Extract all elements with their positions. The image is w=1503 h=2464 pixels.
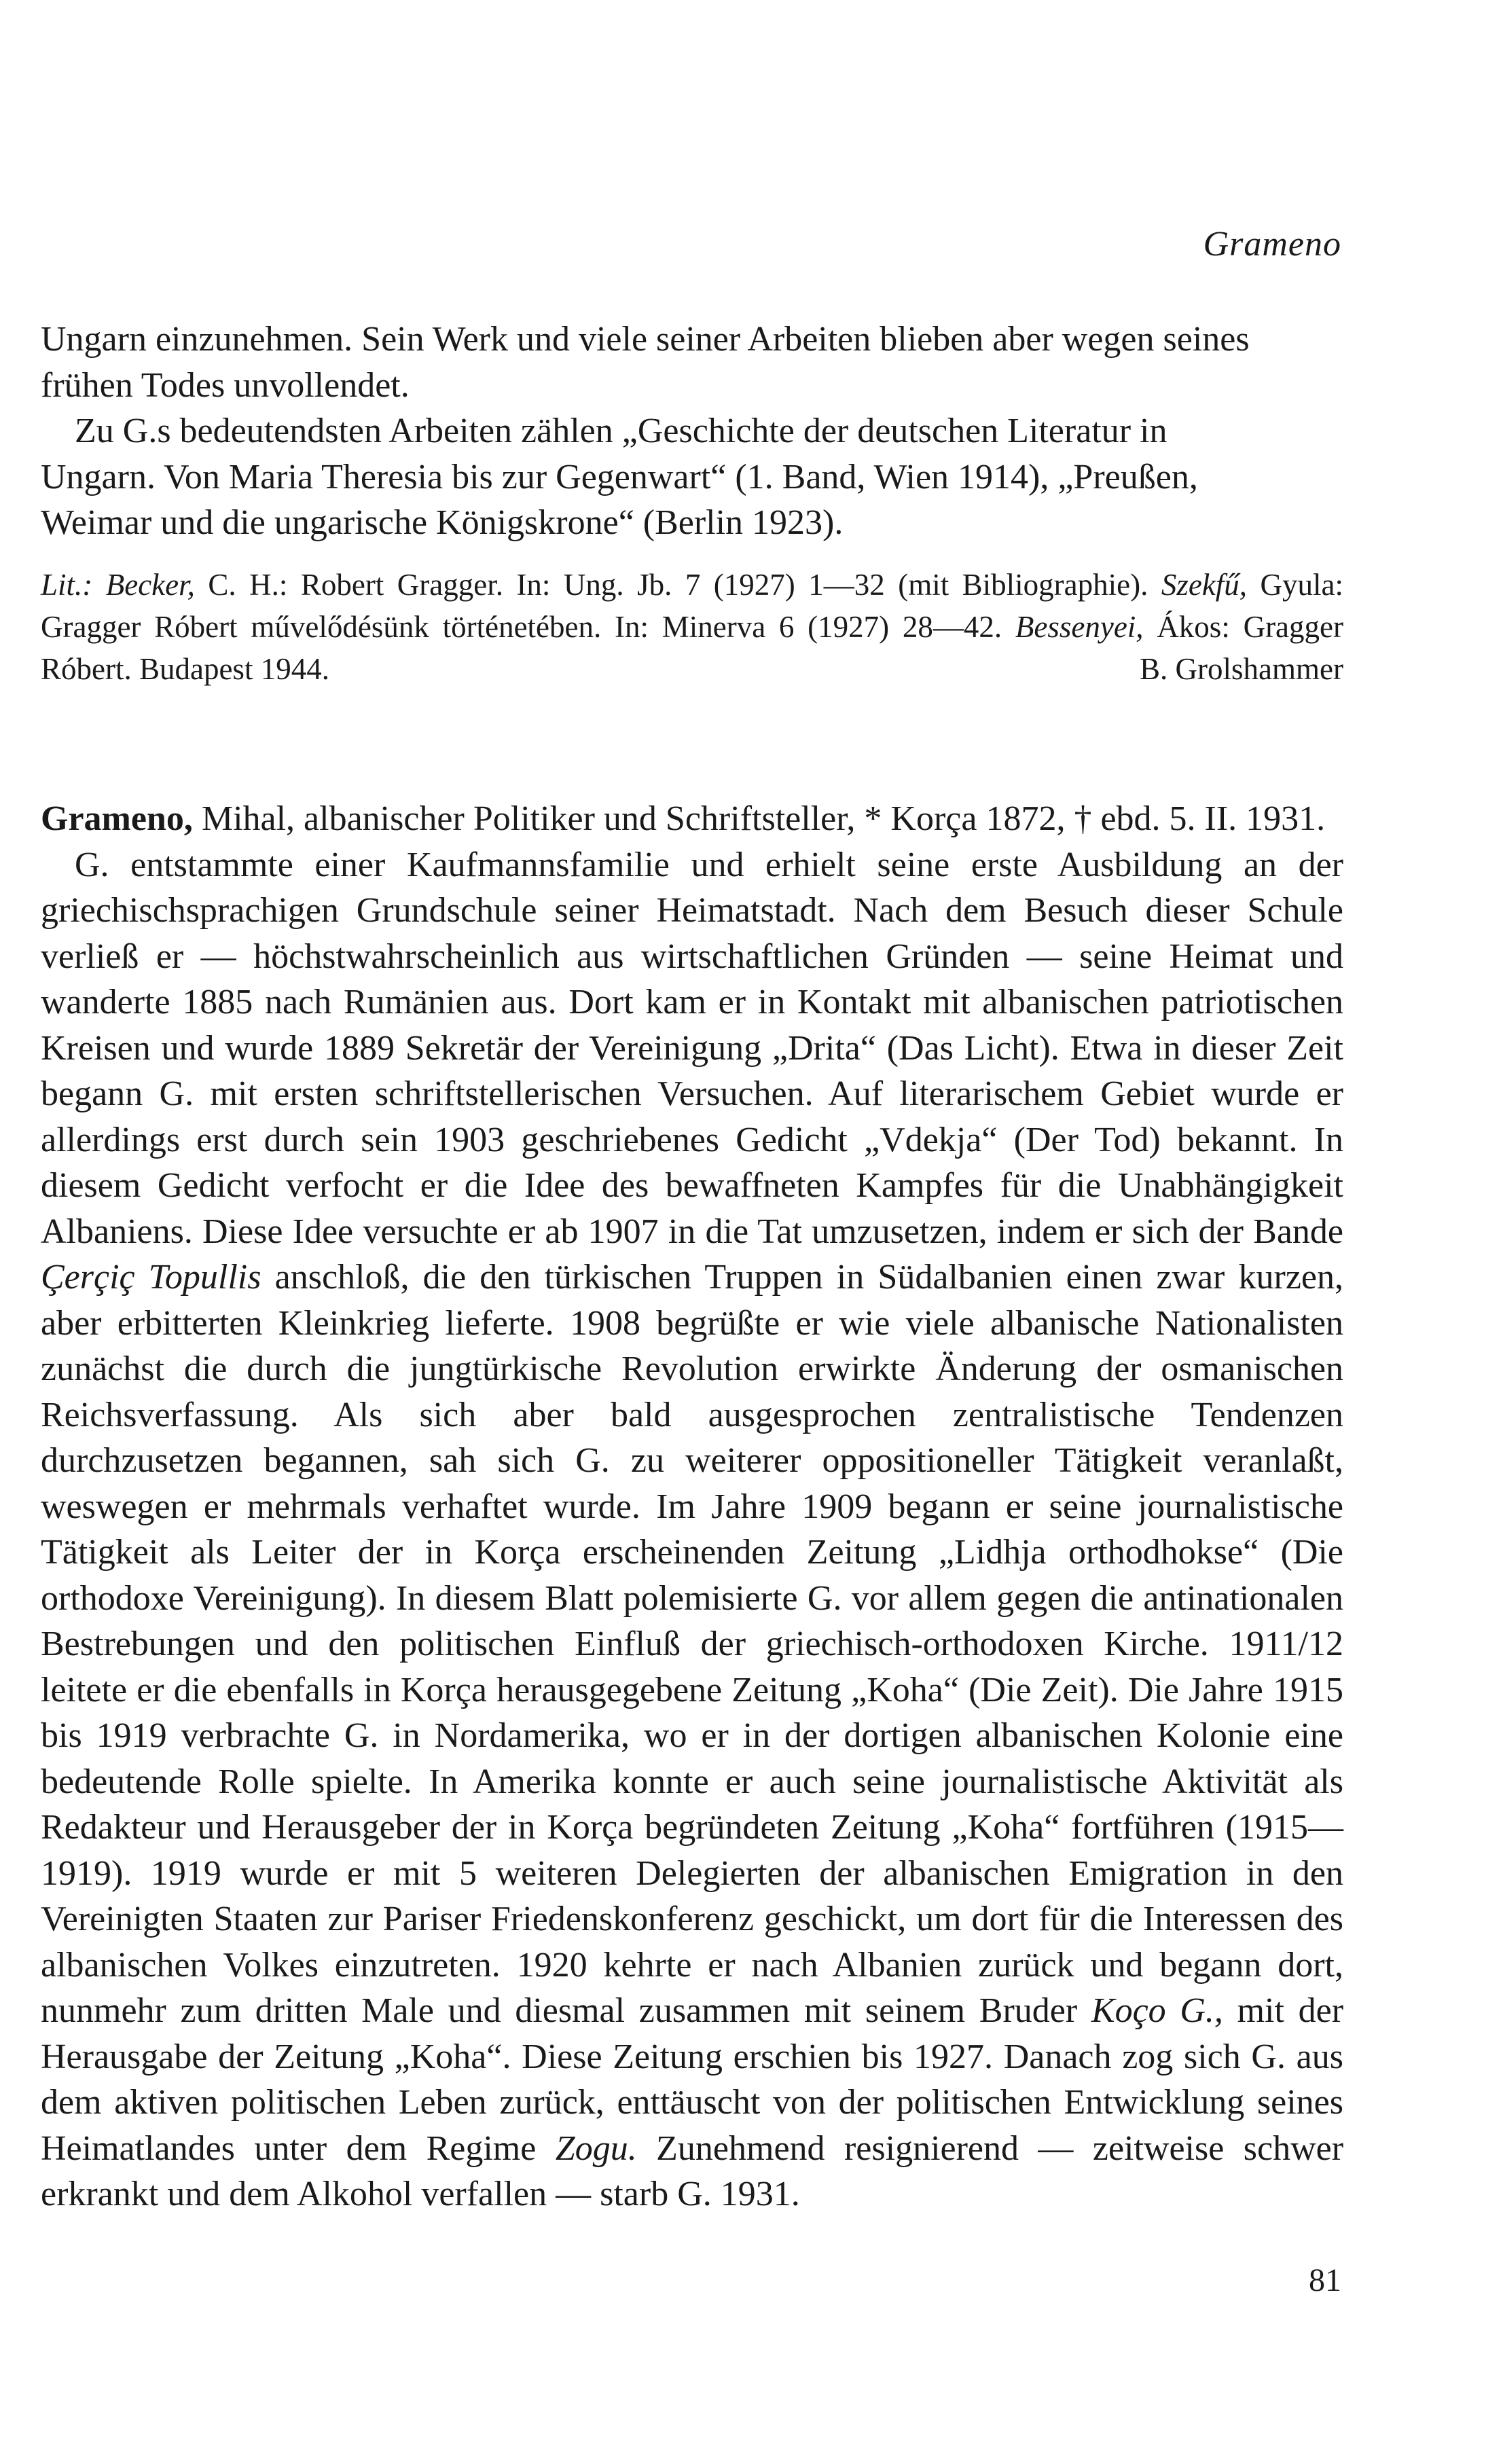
running-head: Grameno bbox=[1203, 225, 1341, 264]
lit-author: Bessenyei, bbox=[1015, 610, 1144, 644]
text-line: Ungarn. Von Maria Theresia bis zur Gegenwart“ (1. Band, Wien 1914), „Preußen, bbox=[41, 457, 1198, 496]
entry-body bbox=[41, 842, 1343, 2217]
page-number: 81 bbox=[1309, 2262, 1341, 2298]
lit-text: Gyula: Gragger Róbert művelődésünk történetében. In: Minerva 6 (1927) 28—42. bbox=[41, 568, 1343, 644]
author-signature: B. Grolshammer bbox=[1140, 652, 1343, 686]
body-text: anschloß, die den türkischen Truppen in Südalbanien einen zwar kurzen, aber erbitterten Kleinkrieg lieferte. 1908 begrüßte er wie viele albanische Nationalisten zunächst die durch die jungtürkische Revolution erwirkte Änderung der osmanischen Reichsverfassung. Als sich aber bald ausgesprochen zentralistische Tendenzen durchzusetzen begannen, sah sich G. zu weiterer oppositioneller Tätigkeit veranlaßt, weswegen er mehrmals verhaftet wurde. Im Jahre 1909 begann er seine journalistische Tätigkeit als Leiter der in Korça erscheinenden Zeitung „Lidhja orthodhokse“ (Die orthodoxe Vereinigung). In diesem Blatt polemisierte G. vor allem gegen die antinationalen Bestrebungen und den politischen Einfluß der griechisch-orthodoxen Kirche. 1911/12 leitete er die ebenfalls in Korça herausgegebene Zeitung „Koha“ (Die Zeit). Die Jahre 1915 bis 1919 verbrachte G. in Nordamerika, wo er in der dortigen albanischen Kolonie eine bedeutende Rolle spielte. In Amerika konnte er auch seine journalistische Aktivität als Redakteur und Herausgeber der in Korça begründeten Zeitung „Koha“ fortführen (1915—1919). 1919 wurde er mit 5 weiteren Delegierten der albanischen Emigration in den Vereinigten Staaten zur Pariser Friedenskonferenz geschickt, um dort für die Interessen des albanischen Volkes einzutreten. 1920 kehrte er nach Albanien zurück und begann dort, nunmehr zum dritten Male und diesmal zusammen mit seinem Bruder bbox=[41, 1258, 1343, 2030]
lit-text: Ákos: Gragger Róbert. Budapest 1944. bbox=[41, 610, 1343, 686]
entry-heading bbox=[41, 796, 1343, 842]
lit-author: Becker, bbox=[105, 568, 195, 602]
text-line: Weimar und die ungarische Königskrone“ (Berlin 1923). bbox=[41, 503, 844, 542]
lit-text: C. H.: Robert Gragger. In: Ung. Jb. 7 (1927) 1—32 (mit Bibliographie). bbox=[208, 568, 1148, 602]
entry-headword: Grameno, bbox=[41, 799, 193, 838]
previous-entry-text bbox=[41, 316, 1343, 546]
text-line: frühen Todes unvollendet. bbox=[41, 365, 410, 405]
cross-reference: Koço G., bbox=[1091, 1991, 1223, 2030]
body-text: G. entstammte einer Kaufmannsfamilie und erhielt seine erste Ausbildung an der griechischsprachigen Grundschule seiner Heimatstadt. Nach dem Besuch dieser Schule verließ er — höchstwahrscheinlich aus wirtschaftlichen Gründen — seine Heimat und wanderte 1885 nach Rumänien aus. Dort kam er in Kontakt mit albanischen patriotischen Kreisen und wurde 1889 Sekretär der Vereinigung „Drita“ (Das Licht). Etwa in dieser Zeit begann G. mit ersten schriftstellerischen Versuchen. Auf literarischem Gebiet wurde er allerdings erst durch sein 1903 geschriebenes Gedicht „Vdekja“ (Der Tod) bekannt. In diesem Gedicht verfocht er die Idee des bewaffneten Kampfes für die Unabhängigkeit Albaniens. Diese Idee versuchte er ab 1907 in die Tat umzusetzen, indem er sich der Bande bbox=[41, 845, 1343, 1251]
lit-author: Szekfű, bbox=[1161, 568, 1248, 602]
body-text: mit der Herausgabe der Zeitung „Koha“. Diese Zeitung erschien bis 1927. Danach zog sich G. aus dem aktiven politischen Leben zurück, enttäuscht von der politischen Entwicklung seines Heimatlandes unter dem Regime bbox=[41, 1991, 1344, 2168]
entry-heading-details: Mihal, albanischer Politiker und Schriftsteller, * Korça 1872, † ebd. 5. II. 1931. bbox=[201, 799, 1326, 838]
text-line: Ungarn einzunehmen. Sein Werk und viele seiner Arbeiten blieben aber wegen seines bbox=[41, 320, 1250, 359]
entry-grameno bbox=[41, 796, 1343, 2217]
lit-label: Lit.: bbox=[41, 568, 93, 602]
cross-reference: Çerçiç Topullis bbox=[41, 1258, 261, 1297]
body-text: Zunehmend resignierend — zeitweise schwer erkrankt und dem Alkohol verfallen — starb G. 1931. bbox=[41, 2128, 1344, 2213]
cross-reference: Zogu. bbox=[555, 2128, 637, 2168]
literature-references bbox=[41, 564, 1343, 690]
text-line: Zu G.s bedeutendsten Arbeiten zählen „Geschichte der deutschen Literatur in bbox=[75, 412, 1167, 450]
